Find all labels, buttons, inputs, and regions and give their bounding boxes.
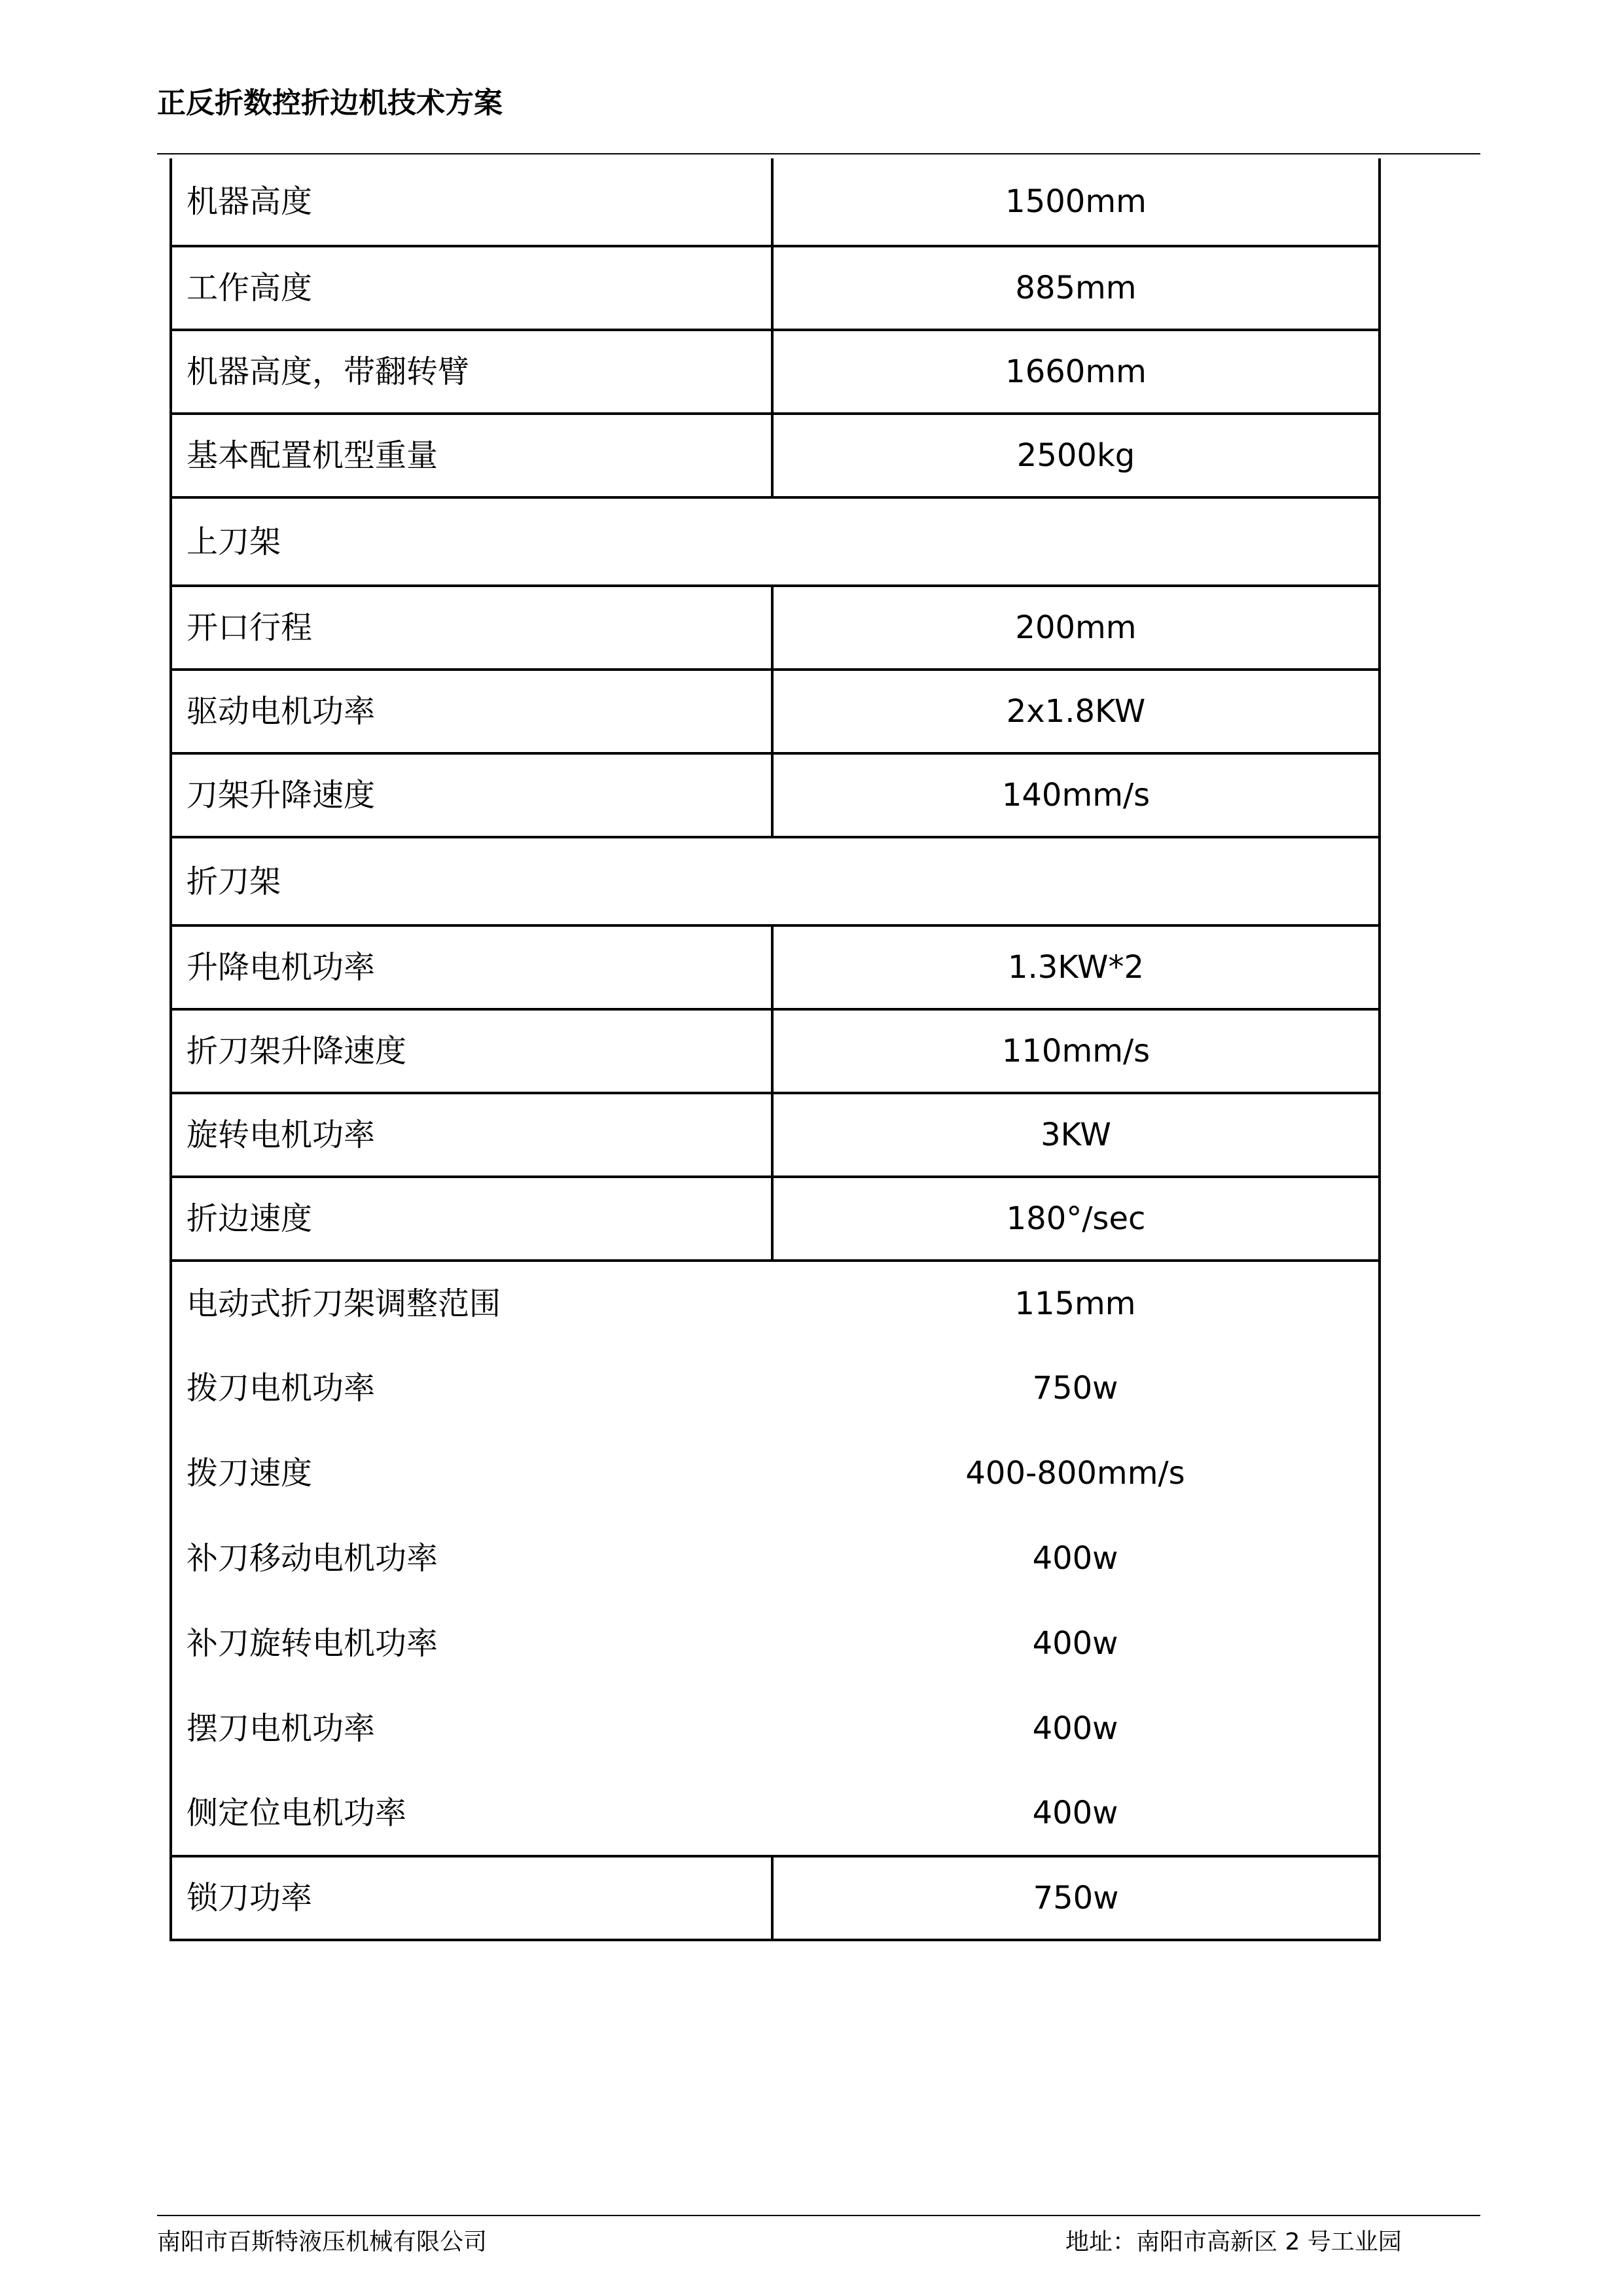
spec-value: 2500kg [772, 414, 1380, 497]
spec-value: 400-800mm/s [772, 1431, 1380, 1516]
table-row [171, 1601, 1380, 1686]
section-header-row [171, 837, 1380, 925]
spec-label: 驱动电机功率 [171, 670, 772, 753]
spec-label: 机器高度 [171, 158, 772, 246]
table-row [171, 1771, 1380, 1856]
table-row [171, 1261, 1380, 1346]
table-row [171, 1177, 1380, 1261]
spec-label: 拨刀电机功率 [171, 1346, 772, 1431]
header-divider [157, 153, 1480, 154]
spec-label: 开口行程 [171, 586, 772, 670]
table-row [171, 925, 1380, 1009]
spec-value: 140mm/s [772, 753, 1380, 837]
spec-label: 机器高度，带翻转臂 [171, 330, 772, 414]
spec-value: 2x1.8KW [772, 670, 1380, 753]
table-row [171, 753, 1380, 837]
section-header-upper-tool: 上刀架 [171, 497, 1380, 586]
spec-label: 补刀旋转电机功率 [171, 1601, 772, 1686]
spec-value: 400w [772, 1686, 1380, 1771]
spec-label: 电动式折刀架调整范围 [171, 1261, 772, 1346]
section-header-folding-tool: 折刀架 [171, 837, 1380, 925]
spec-table [169, 158, 1381, 1941]
spec-label: 侧定位电机功率 [171, 1771, 772, 1856]
section-header-row [171, 497, 1380, 586]
spec-value: 750w [772, 1856, 1380, 1940]
table-row [171, 1516, 1380, 1601]
table-row [171, 246, 1380, 330]
footer-divider [157, 2215, 1480, 2216]
spec-value: 1500mm [772, 158, 1380, 246]
spec-label: 补刀移动电机功率 [171, 1516, 772, 1601]
table-row [171, 1346, 1380, 1431]
table-row [171, 586, 1380, 670]
spec-label: 摆刀电机功率 [171, 1686, 772, 1771]
spec-value: 1660mm [772, 330, 1380, 414]
spec-value: 400w [772, 1601, 1380, 1686]
spec-label: 刀架升降速度 [171, 753, 772, 837]
footer-address: 地址：南阳市高新区 2 号工业园 [1065, 2229, 1402, 2255]
spec-value: 115mm [772, 1261, 1380, 1346]
spec-value: 3KW [772, 1093, 1380, 1177]
spec-value: 400w [772, 1771, 1380, 1856]
table-row [171, 158, 1380, 246]
table-row [171, 1856, 1380, 1940]
spec-value: 750w [772, 1346, 1380, 1431]
spec-label: 升降电机功率 [171, 925, 772, 1009]
spec-value: 110mm/s [772, 1009, 1380, 1093]
spec-value: 885mm [772, 246, 1380, 330]
spec-label: 拨刀速度 [171, 1431, 772, 1516]
spec-label: 折刀架升降速度 [171, 1009, 772, 1093]
spec-label: 基本配置机型重量 [171, 414, 772, 497]
table-row [171, 1093, 1380, 1177]
table-row [171, 330, 1380, 414]
spec-label: 折边速度 [171, 1177, 772, 1261]
spec-label: 锁刀功率 [171, 1856, 772, 1940]
table-row [171, 1431, 1380, 1516]
table-row [171, 670, 1380, 753]
spec-value: 400w [772, 1516, 1380, 1601]
footer-company: 南阳市百斯特液压机械有限公司 [157, 2229, 488, 2255]
spec-value: 180°/sec [772, 1177, 1380, 1261]
spec-value: 1.3KW*2 [772, 925, 1380, 1009]
table-row [171, 1009, 1380, 1093]
document-title: 正反折数控折边机技术方案 [157, 86, 503, 120]
spec-label: 旋转电机功率 [171, 1093, 772, 1177]
spec-value: 200mm [772, 586, 1380, 670]
spec-label: 工作高度 [171, 246, 772, 330]
table-row [171, 1686, 1380, 1771]
table-row [171, 414, 1380, 497]
